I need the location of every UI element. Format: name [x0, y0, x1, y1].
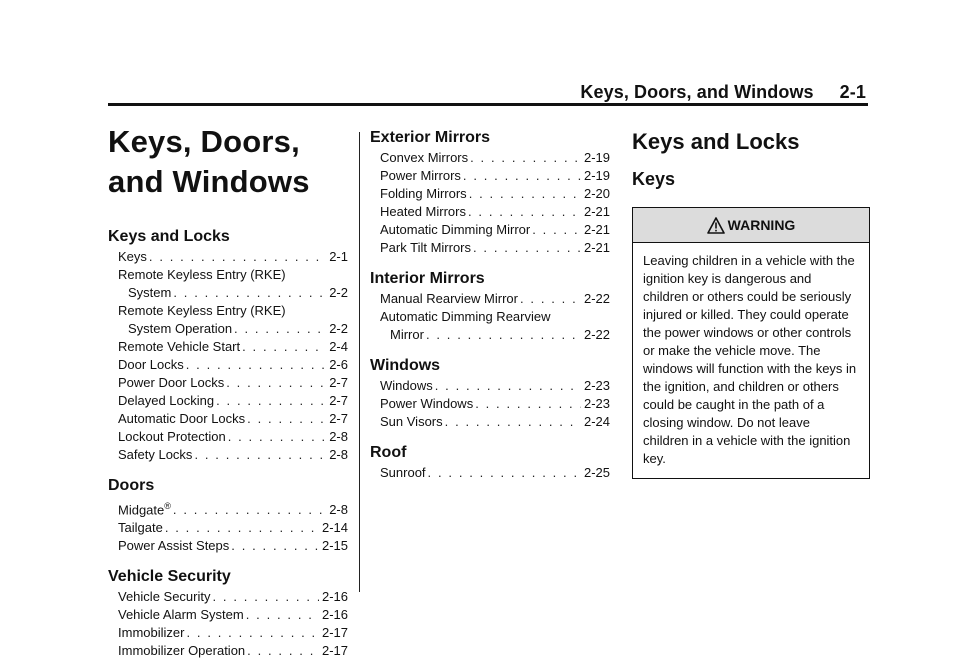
toc-entry-row: [380, 464, 610, 482]
subsection-title: Keys: [632, 169, 676, 189]
toc-entry[interactable]: [118, 497, 348, 519]
toc-entry-label: Immobilizer Operation: [118, 643, 246, 659]
toc-entry-text: [380, 395, 473, 413]
toc-entry-row: [118, 588, 348, 606]
toc-entry[interactable]: [380, 395, 610, 413]
dot-leader: [435, 377, 581, 395]
column-divider: [359, 132, 360, 592]
toc-entry[interactable]: [118, 588, 348, 606]
toc-entry-label: Power Windows: [380, 396, 474, 411]
toc-entry-list: [370, 377, 610, 431]
toc-entry-label: System Operation: [128, 321, 233, 336]
toc-entry[interactable]: [118, 374, 348, 392]
toc-entry-text: [118, 519, 163, 537]
toc-entry[interactable]: [118, 519, 348, 537]
toc-entry-label: Heated Mirrors: [380, 204, 466, 219]
toc-entry-label: Windows: [380, 378, 433, 393]
toc-entry-row: [118, 374, 348, 392]
toc-entry-row: [118, 446, 348, 464]
toc-entry-text: [380, 149, 468, 167]
toc-entry-row: [118, 392, 348, 410]
toc-entry-row: [380, 167, 610, 185]
toc-entry-row: [118, 338, 348, 356]
toc-entry-label: Power Door Locks: [118, 375, 225, 390]
toc-page-number: 2-21: [583, 222, 610, 237]
toc-entry-row: [380, 203, 610, 221]
toc-entry[interactable]: [380, 464, 610, 482]
toc-entry-row: [380, 413, 610, 431]
toc-page-number: 2-22: [583, 327, 610, 342]
dot-leader: [520, 290, 581, 308]
toc-entry-label: System: [128, 285, 172, 300]
toc-entry-list: [370, 149, 610, 257]
chapter-title: Keys, Doors, and Windows: [108, 124, 310, 199]
toc-entry-label: Park Tilt Mirrors: [380, 240, 471, 255]
toc-heading-exterior-mirrors: Exterior Mirrors: [370, 129, 491, 146]
dot-leader: [463, 167, 581, 185]
toc-entry-row: [118, 519, 348, 537]
toc-entry-text: Automatic Dimming Rearview: [380, 309, 551, 324]
toc-page-number: 2-4: [329, 339, 348, 354]
toc-entry-text: [380, 185, 467, 203]
toc-entry-text: Remote Keyless Entry (RKE): [118, 303, 286, 318]
toc-entry[interactable]: [380, 377, 610, 395]
dot-leader: [231, 537, 319, 555]
toc-entry[interactable]: [118, 642, 348, 660]
toc-entry-row: [380, 290, 610, 308]
toc-entry-text: [118, 392, 214, 410]
toc-entry-text: [380, 203, 466, 221]
toc-entry-label: Folding Mirrors: [380, 186, 467, 201]
toc-entry-text: [118, 410, 245, 428]
toc-page-number: 2-8: [329, 502, 348, 518]
toc-entry[interactable]: [118, 356, 348, 374]
toc-entry[interactable]: [118, 338, 348, 356]
dot-leader: [186, 624, 319, 642]
toc-entry[interactable]: [118, 606, 348, 624]
toc-page-number: 2-7: [329, 393, 348, 408]
toc-entry-label: Mirror: [390, 327, 424, 342]
toc-entry-label: Convex Mirrors: [380, 150, 469, 165]
toc-page-number: 2-22: [583, 291, 610, 306]
section-title: Keys and Locks: [632, 129, 800, 154]
toc-entry-text: [118, 497, 171, 519]
dot-leader: [165, 519, 319, 537]
dot-leader: [428, 464, 581, 482]
dot-leader: [473, 239, 581, 257]
toc-entry-text: [118, 606, 244, 624]
header-rule: [108, 103, 868, 106]
dot-leader: [186, 356, 326, 374]
dot-leader: [173, 501, 326, 519]
toc-entry-text: [390, 326, 424, 344]
toc-entry[interactable]: [380, 203, 610, 221]
dot-leader: [228, 428, 327, 446]
toc-entry-text: [118, 338, 240, 356]
toc-entry-label: Automatic Dimming Mirror: [380, 222, 531, 237]
toc-entry-text: [118, 537, 229, 555]
toc-entry-label: Sunroof: [380, 465, 426, 480]
toc-entry-text: [380, 167, 461, 185]
toc-entry-text: [118, 248, 147, 266]
toc-entry-text: [380, 290, 518, 308]
toc-entry-label: Delayed Locking: [118, 393, 215, 408]
toc-entry[interactable]: [118, 428, 348, 446]
toc-entry-row: [380, 377, 610, 395]
toc-entry-text: [118, 374, 224, 392]
warning-label: WARNING: [727, 217, 796, 233]
toc-entry-label: Vehicle Security: [118, 589, 211, 605]
toc-heading-interior-mirrors: Interior Mirrors: [370, 270, 485, 287]
toc-page-number: 2-6: [329, 357, 348, 372]
dot-leader: [194, 446, 326, 464]
toc-entry-text: [118, 642, 245, 660]
dot-leader: [426, 326, 581, 344]
toc-entry-row: [380, 239, 610, 257]
toc-page-number: 2-23: [583, 378, 610, 393]
toc-heading-windows: Windows: [370, 357, 441, 374]
toc-entry-label: Remote Vehicle Start: [118, 339, 241, 354]
toc-page-number: 2-24: [583, 414, 610, 429]
running-header: [108, 82, 866, 103]
toc-page-number: 2-21: [583, 240, 610, 255]
toc-column-2: [370, 122, 610, 482]
dot-leader: [246, 606, 319, 624]
toc-entry-label: Power Assist Steps: [118, 538, 230, 554]
header-page-number: 2-1: [839, 82, 866, 102]
warning-text: Leaving children in a vehicle with the ignition key is dangerous and children or others could be seriously injured or killed. They could operate the power windows or other controls or make the vehicle move. The windows will function with the keys in the ignition, and children or others could be caught in the path of a closing window. Do not leave children in a vehicle with the ignition key.: [643, 253, 857, 466]
toc-entry[interactable]: [380, 239, 610, 257]
toc-entry-text: [118, 588, 211, 606]
toc-entry-row: [380, 395, 610, 413]
toc-entry[interactable]: [118, 248, 348, 266]
toc-page-number: 2-21: [583, 204, 610, 219]
toc-heading-roof: Roof: [370, 444, 407, 461]
toc-entry[interactable]: [118, 302, 348, 338]
toc-entry[interactable]: [118, 624, 348, 642]
toc-entry-list: [370, 464, 610, 482]
toc-entry-text: [128, 284, 171, 302]
toc-entry-label: Door Locks: [118, 357, 184, 372]
toc-page-number: 2-16: [321, 607, 348, 623]
dot-leader: [234, 320, 326, 338]
toc-entry-text: [380, 239, 471, 257]
toc-entry-row: [118, 248, 348, 266]
toc-page-number: 2-19: [583, 168, 610, 183]
toc-entry-text: [118, 428, 226, 446]
registered-mark: ®: [164, 501, 171, 511]
toc-entry[interactable]: [380, 221, 610, 239]
dot-leader: [216, 392, 326, 410]
toc-entry-label: Tailgate: [118, 520, 163, 536]
toc-entry-list: [108, 588, 348, 660]
toc-entry[interactable]: [380, 167, 610, 185]
warning-box: [632, 207, 870, 479]
toc-entry-row: [118, 624, 348, 642]
toc-entry[interactable]: [118, 537, 348, 555]
toc-entry-label: Lockout Protection: [118, 429, 226, 444]
toc-page-number: 2-1: [329, 249, 348, 264]
dot-leader: [213, 588, 319, 606]
toc-page-number: 2-8: [329, 447, 348, 462]
toc-page-number: 2-2: [329, 321, 348, 336]
toc-entry-row: [118, 356, 348, 374]
toc-list-2: [370, 128, 610, 482]
dot-leader: [445, 413, 581, 431]
dot-leader: [469, 185, 581, 203]
toc-entry-row: [118, 284, 348, 302]
toc-entry[interactable]: [380, 149, 610, 167]
toc-entry-label: Automatic Door Locks: [118, 411, 246, 426]
toc-entry-list: [108, 497, 348, 555]
toc-entry-list: [108, 248, 348, 464]
toc-heading-doors: Doors: [108, 477, 155, 494]
dot-leader: [226, 374, 326, 392]
toc-entry[interactable]: [380, 185, 610, 203]
toc-entry-label: Vehicle Alarm System: [118, 607, 244, 623]
dot-leader: [173, 284, 326, 302]
dot-leader: [149, 248, 326, 266]
toc-entry-row: [118, 642, 348, 660]
toc-entry-row: [118, 606, 348, 624]
toc-entry-row: [118, 537, 348, 555]
toc-entry-text: Remote Keyless Entry (RKE): [118, 267, 286, 282]
toc-page-number: 2-17: [321, 643, 348, 659]
toc-entry[interactable]: [380, 308, 610, 344]
toc-entry-row: [380, 149, 610, 167]
toc-entry-row: [118, 428, 348, 446]
header-title: Keys, Doors, and Windows: [580, 82, 814, 102]
toc-page-number: 2-25: [583, 465, 610, 480]
toc-page-number: 2-17: [321, 625, 348, 641]
toc-entry-label: Keys: [118, 249, 147, 264]
toc-heading-keys-and-locks: Keys and Locks: [108, 228, 230, 245]
toc-entry[interactable]: [380, 290, 610, 308]
dot-leader: [468, 203, 581, 221]
toc-entry-text: [118, 624, 184, 642]
toc-entry-label: Midgate: [118, 502, 165, 518]
toc-page-number: 2-23: [583, 396, 610, 411]
toc-entry[interactable]: [118, 446, 348, 464]
dot-leader: [247, 410, 326, 428]
dot-leader: [475, 395, 581, 413]
toc-entry-label: Immobilizer: [118, 625, 185, 641]
toc-entry-row: [380, 326, 610, 344]
toc-entry-row: [118, 497, 348, 519]
toc-page-number: 2-16: [321, 589, 348, 605]
toc-list-1: [108, 227, 348, 660]
toc-page-number: 2-2: [329, 285, 348, 300]
toc-entry-text: [380, 377, 433, 395]
toc-entry-list: [370, 290, 610, 344]
toc-entry-text: [380, 413, 443, 431]
toc-entry[interactable]: [118, 410, 348, 428]
toc-entry-text: [380, 464, 426, 482]
toc-entry[interactable]: [118, 266, 348, 302]
toc-page-number: 2-19: [583, 150, 610, 165]
toc-entry-label: Safety Locks: [118, 447, 193, 462]
toc-heading-vehicle-security: Vehicle Security: [108, 568, 231, 586]
toc-entry-row: [118, 320, 348, 338]
toc-page-number: 2-15: [321, 538, 348, 554]
dot-leader: [470, 149, 581, 167]
toc-entry-row: [380, 221, 610, 239]
dot-leader: [242, 338, 326, 356]
toc-page-number: 2-7: [329, 411, 348, 426]
toc-entry-label: Manual Rearview Mirror: [380, 291, 518, 306]
toc-page-number: 2-14: [321, 520, 348, 536]
warning-icon: [707, 217, 725, 234]
toc-entry-row: [380, 185, 610, 203]
toc-page-number: 2-20: [583, 186, 610, 201]
toc-page-number: 2-8: [329, 429, 348, 444]
toc-entry-label: Sun Visors: [380, 414, 443, 429]
toc-entry[interactable]: [118, 392, 348, 410]
toc-column-1: [108, 122, 348, 660]
toc-entry[interactable]: [380, 413, 610, 431]
toc-entry-text: [118, 356, 184, 374]
toc-entry-label: Power Mirrors: [380, 168, 461, 183]
warning-header: [633, 208, 869, 243]
dot-leader: [532, 221, 581, 239]
toc-page-number: 2-7: [329, 375, 348, 390]
toc-entry-text: [380, 221, 530, 239]
toc-entry-row: [118, 410, 348, 428]
toc-entry-text: [118, 446, 192, 464]
toc-entry-text: [128, 320, 232, 338]
dot-leader: [247, 642, 319, 660]
content-column: [632, 122, 870, 479]
